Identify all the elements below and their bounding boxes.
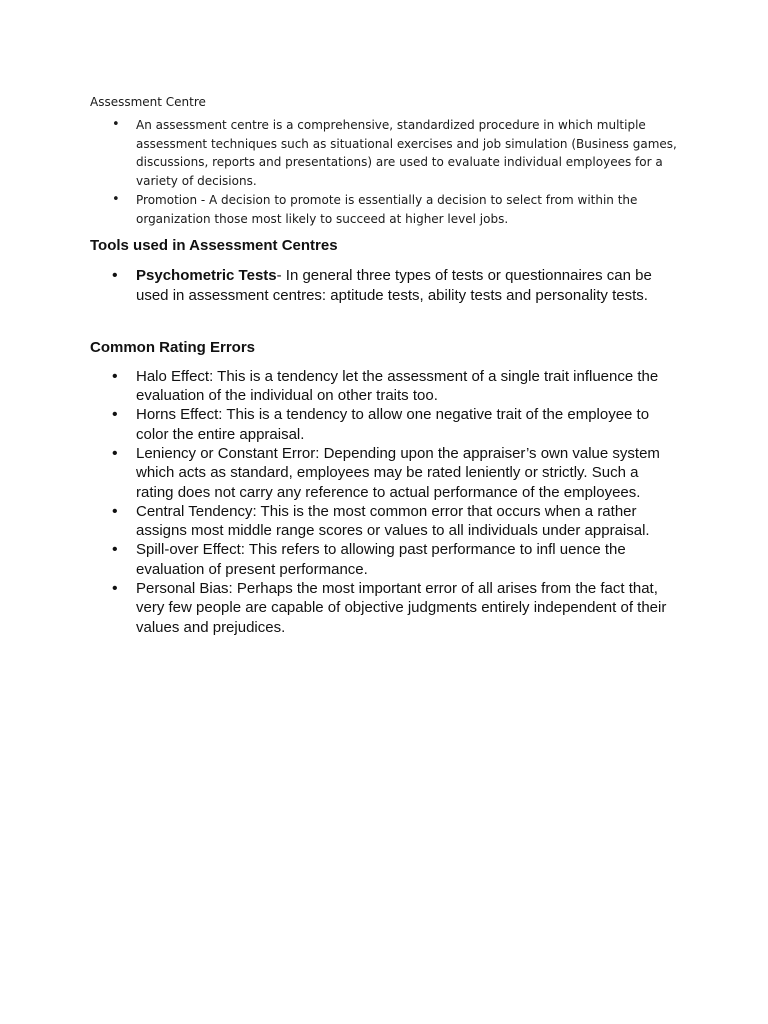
- bullet-icon: •: [112, 445, 118, 462]
- bullet-icon: •: [112, 117, 120, 132]
- errors-heading: Common Rating Errors: [90, 338, 256, 356]
- bullet-icon: •: [112, 406, 118, 424]
- list-item-text: Horns Effect: This is a tendency to allow one negative trait of the employee to color the entire appraisal.: [136, 406, 650, 443]
- tools-list: [90, 266, 680, 305]
- list-item-text: Spill-over Effect: This refers to allowing past performance to infl uence the evaluation of present performance.: [136, 541, 626, 578]
- list-item: [90, 191, 680, 228]
- list-item: [90, 405, 680, 444]
- list-item: [90, 266, 680, 305]
- tool-description: - In general three types of tests or questionnaires can be used in assessment centres: aptitude tests, ability tests and personality tests.: [136, 267, 652, 304]
- list-item: [90, 540, 680, 579]
- list-item-text: Personal Bias: Perhaps the most important error of all arises from the fact that, very few people are capable of objective judgments entirely independent of their values and prejudices.: [136, 580, 667, 636]
- list-item: [90, 116, 680, 191]
- intro-list: [90, 116, 680, 228]
- bullet-icon: •: [112, 367, 118, 385]
- list-item: [90, 367, 680, 406]
- errors-list: [90, 367, 680, 637]
- bullet-icon: •: [112, 267, 118, 285]
- bullet-icon: •: [112, 541, 118, 559]
- list-item-text: Central Tendency: This is the most common error that occurs when a rather assigns most middle range scores or values to all individuals under appraisal.: [136, 502, 650, 540]
- list-item-text: Halo Effect: This is a tendency let the assessment of a single trait influence the evaluation of the individual on other traits too.: [136, 367, 659, 405]
- bullet-icon: •: [112, 580, 118, 598]
- bullet-icon: •: [112, 191, 120, 207]
- document-title: Assessment Centre: [90, 95, 206, 109]
- list-item-text: Promotion - A decision to promote is essentially a decision to select from within the organization those most likely to succeed at higher level jobs.: [136, 192, 638, 226]
- list-item-text: Leniency or Constant Error: Depending upon the appraiser’s own value system which acts as standard, employees may be rated leniently or strictly. Such a rating does not carry any reference to actual performance of the employees.: [136, 445, 660, 501]
- bullet-icon: •: [112, 502, 118, 520]
- list-item: [90, 502, 680, 541]
- tool-term: Psychometric Tests: [136, 267, 277, 285]
- list-item-text: An assessment centre is a comprehensive, standardized procedure in which multiple assessment techniques such as situational exercises and job simulation (Business games, discussions, reports and presentations) are used to evaluate individual employees for a variety of decisions.: [136, 118, 677, 189]
- list-item: [90, 579, 680, 637]
- tools-heading: Tools used in Assessment Centres: [90, 237, 338, 255]
- list-item: [90, 444, 680, 502]
